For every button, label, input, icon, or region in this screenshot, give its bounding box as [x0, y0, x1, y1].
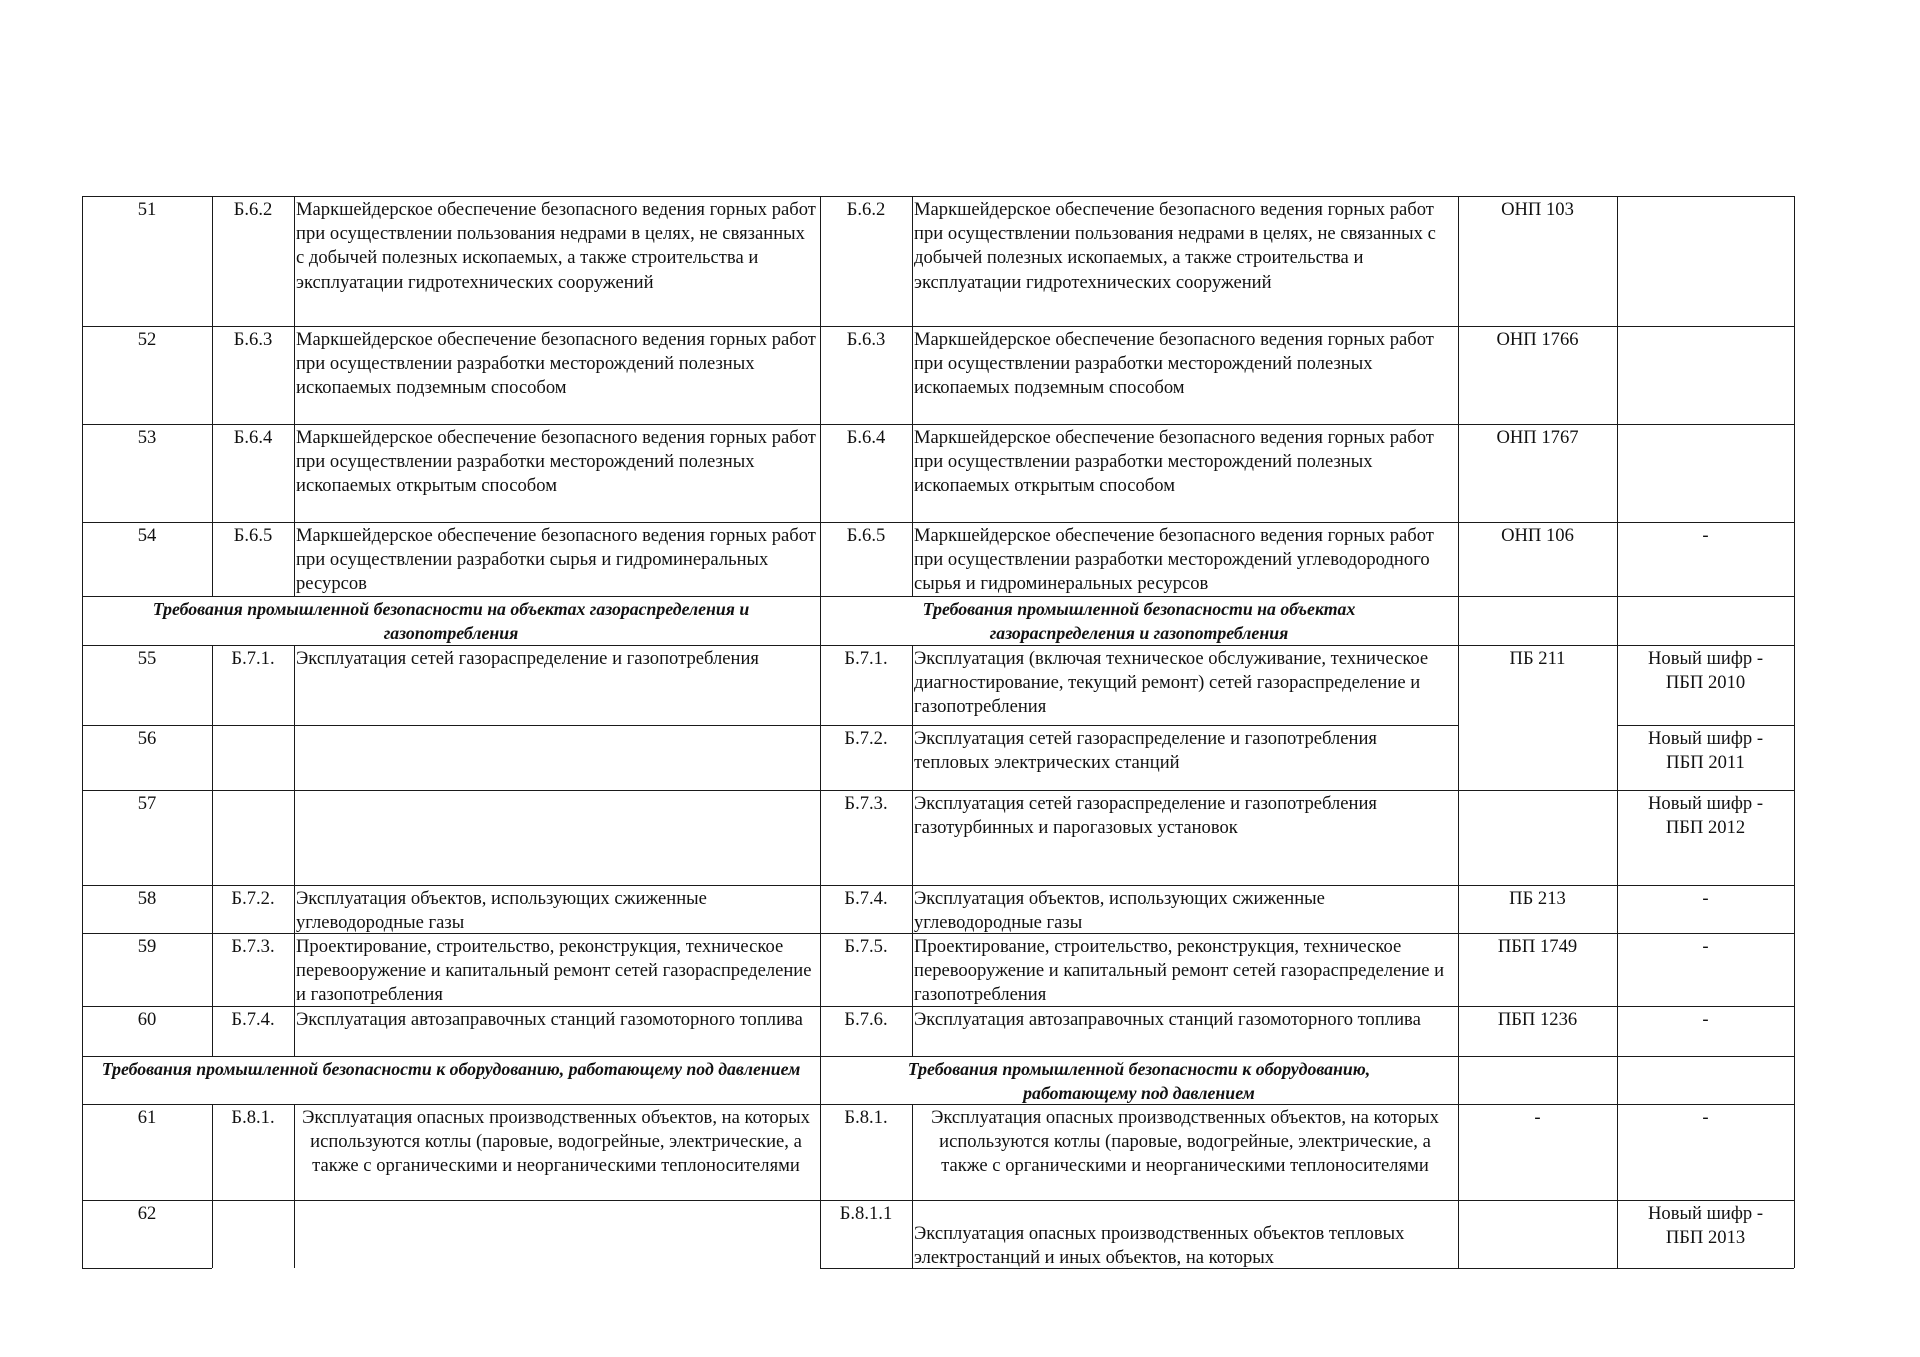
- row-number: 51: [137, 199, 157, 220]
- old-code: Б.6.3: [233, 329, 273, 350]
- new-description: Эксплуатация (включая техническое обслуживание, техническое диагностирование, текущий ремонт) сетей газораспределение и газопотребления: [914, 648, 1429, 718]
- document-code: ОНП 1766: [1496, 329, 1579, 350]
- row-number: 60: [137, 1009, 157, 1030]
- note-cell: -: [1702, 888, 1709, 909]
- note-cell: Новый шифр - ПБП 2012: [1647, 793, 1764, 839]
- old-description: Маркшейдерское обеспечение безопасного ведения горных работ при осуществлении пользования недрами в целях, не связанных с добычей полезных ископаемых, а также строительства и эксплуатации гидротехнических сооружений: [296, 199, 816, 293]
- new-description: Эксплуатация сетей газораспределение и газопотребления газотурбинных и парогазовых установок: [914, 793, 1377, 839]
- new-code: Б.7.1.: [844, 648, 888, 669]
- table-rule: [82, 885, 1794, 886]
- note-cell: -: [1702, 1009, 1709, 1030]
- note-cell: Новый шифр - ПБП 2013: [1647, 1203, 1764, 1249]
- table-rule: [912, 645, 913, 1056]
- old-description: Маркшейдерское обеспечение безопасного ведения горных работ при осуществлении разработки сырья и гидроминеральных ресурсов: [296, 525, 816, 595]
- table-rule: [82, 424, 1794, 425]
- table-rule: [82, 196, 1794, 197]
- section-heading-right: Требования промышленной безопасности на объектах газораспределения и газопотребления: [922, 599, 1356, 644]
- row-number: 53: [137, 427, 157, 448]
- new-code: Б.6.3: [846, 329, 886, 350]
- table-rule: [82, 522, 1794, 523]
- row-number: 56: [137, 728, 157, 749]
- new-code: Б.7.2.: [844, 728, 888, 749]
- row-number: 61: [137, 1107, 157, 1128]
- note-cell: -: [1702, 525, 1709, 546]
- document-code: -: [1534, 1107, 1541, 1128]
- old-code: Б.8.1.: [231, 1107, 275, 1128]
- table-rule: [820, 645, 821, 1056]
- row-number: 59: [137, 936, 157, 957]
- document-code: ПБ 213: [1509, 888, 1566, 909]
- table-rule: [82, 790, 1794, 791]
- new-description: Маркшейдерское обеспечение безопасного ведения горных работ при осуществлении разработки месторождений полезных ископаемых подземным способом: [914, 329, 1434, 399]
- document-code: ОНП 106: [1501, 525, 1574, 546]
- old-description: Эксплуатация объектов, использующих сжиженные углеводородные газы: [296, 888, 707, 934]
- old-description: Эксплуатация опасных производственных объектов, на которых используются котлы (паровые, водогрейные, электрические, а также с органическими и неорганическими теплоносителями: [302, 1107, 810, 1177]
- table-rule: [82, 326, 1794, 327]
- old-code: Б.6.2: [233, 199, 273, 220]
- new-description: Эксплуатация автозаправочных станций газомоторного топлива: [914, 1009, 1421, 1030]
- new-code: Б.7.5.: [844, 936, 888, 957]
- table-rule: [82, 1200, 1794, 1201]
- new-code: Б.6.5: [846, 525, 886, 546]
- old-description: Эксплуатация автозаправочных станций газомоторного топлива: [296, 1009, 803, 1030]
- note-cell: Новый шифр - ПБП 2011: [1647, 728, 1764, 774]
- table-rule: [82, 1268, 212, 1269]
- row-number: 58: [137, 888, 157, 909]
- row-number: 54: [137, 525, 157, 546]
- old-code: Б.6.4: [233, 427, 273, 448]
- table-rule: [1617, 725, 1794, 726]
- document-code: ПБП 1236: [1497, 1009, 1578, 1030]
- new-code: Б.6.2: [846, 199, 886, 220]
- table-rule: [912, 196, 913, 596]
- table-rule: [820, 196, 821, 596]
- new-description: Проектирование, строительство, реконструкция, техническое перевооружение и капитальный ремонт сетей газораспределение и газопотребления: [914, 936, 1445, 1006]
- table-rule: [1794, 196, 1795, 1268]
- document-code: ОНП 103: [1501, 199, 1574, 220]
- note-cell: Новый шифр - ПБП 2010: [1647, 648, 1764, 694]
- new-code: Б.7.4.: [844, 888, 888, 909]
- old-description: Проектирование, строительство, реконструкция, техническое перевооружение и капитальный ремонт сетей газораспределение и газопотребления: [296, 936, 812, 1006]
- row-number: 62: [137, 1203, 157, 1224]
- new-description: Маркшейдерское обеспечение безопасного ведения горных работ при осуществлении пользования недрами в целях, не связанных с добычей полезных ископаемых, а также строительства и эксплуатации гидротехнических сооружений: [914, 199, 1436, 293]
- table-rule: [212, 196, 213, 596]
- table-rule: [212, 645, 213, 1056]
- table-rule: [820, 1104, 821, 1268]
- table-rule: [294, 196, 295, 596]
- old-code: Б.7.4.: [231, 1009, 275, 1030]
- old-code: Б.6.5: [233, 525, 273, 546]
- section-heading-left: Требования промышленной безопасности к оборудованию, работающему под давлением: [101, 1059, 801, 1079]
- new-description: Эксплуатация опасных производственных объектов тепловых электростанций и иных объектов, на которых: [914, 1223, 1405, 1269]
- new-code: Б.8.1.: [844, 1107, 888, 1128]
- new-description: Эксплуатация объектов, использующих сжиженные углеводородные газы: [914, 888, 1325, 934]
- row-number: 52: [137, 329, 157, 350]
- old-description: Эксплуатация сетей газораспределение и газопотребления: [296, 648, 759, 669]
- new-code: Б.6.4: [846, 427, 886, 448]
- new-description: Маркшейдерское обеспечение безопасного ведения горных работ при осуществлении разработки месторождений полезных ископаемых открытым способом: [914, 427, 1434, 497]
- old-description: Маркшейдерское обеспечение безопасного ведения горных работ при осуществлении разработки месторождений полезных ископаемых открытым способом: [296, 427, 816, 497]
- new-code: Б.8.1.1: [839, 1203, 893, 1224]
- table-rule: [820, 596, 821, 645]
- table-rule: [912, 1104, 913, 1268]
- old-code: Б.7.2.: [231, 888, 275, 909]
- document-code: ОНП 1767: [1496, 427, 1579, 448]
- note-cell: -: [1702, 1107, 1709, 1128]
- old-code: Б.7.1.: [231, 648, 275, 669]
- document-code: ПБ 211: [1509, 648, 1566, 669]
- row-number: 55: [137, 648, 157, 669]
- old-description: Маркшейдерское обеспечение безопасного ведения горных работ при осуществлении разработки месторождений полезных ископаемых подземным способом: [296, 329, 816, 399]
- section-heading-right: Требования промышленной безопасности к оборудованию, работающему под давлением: [907, 1059, 1371, 1104]
- section-heading-left: Требования промышленной безопасности на объектах газораспределения и газопотребления: [152, 599, 750, 644]
- row-number: 57: [137, 793, 157, 814]
- old-code: Б.7.3.: [231, 936, 275, 957]
- new-code: Б.7.3.: [844, 793, 888, 814]
- new-code: Б.7.6.: [844, 1009, 888, 1030]
- table-rule: [820, 1056, 821, 1104]
- new-description: Эксплуатация сетей газораспределение и газопотребления тепловых электрических станций: [914, 728, 1377, 774]
- note-cell: -: [1702, 936, 1709, 957]
- new-description: Эксплуатация опасных производственных объектов, на которых используются котлы (паровые, водогрейные, электрические, а также с органическими и неорганическими теплоносителями: [931, 1107, 1439, 1177]
- table-rule: [212, 1104, 213, 1268]
- table-rule: [294, 645, 295, 1056]
- table-rule: [82, 725, 1458, 726]
- table-rule: [294, 1104, 295, 1268]
- document-code: ПБП 1749: [1497, 936, 1578, 957]
- new-description: Маркшейдерское обеспечение безопасного ведения горных работ при осуществлении разработки месторождений углеводородного сырья и гидроминеральных ресурсов: [914, 525, 1434, 595]
